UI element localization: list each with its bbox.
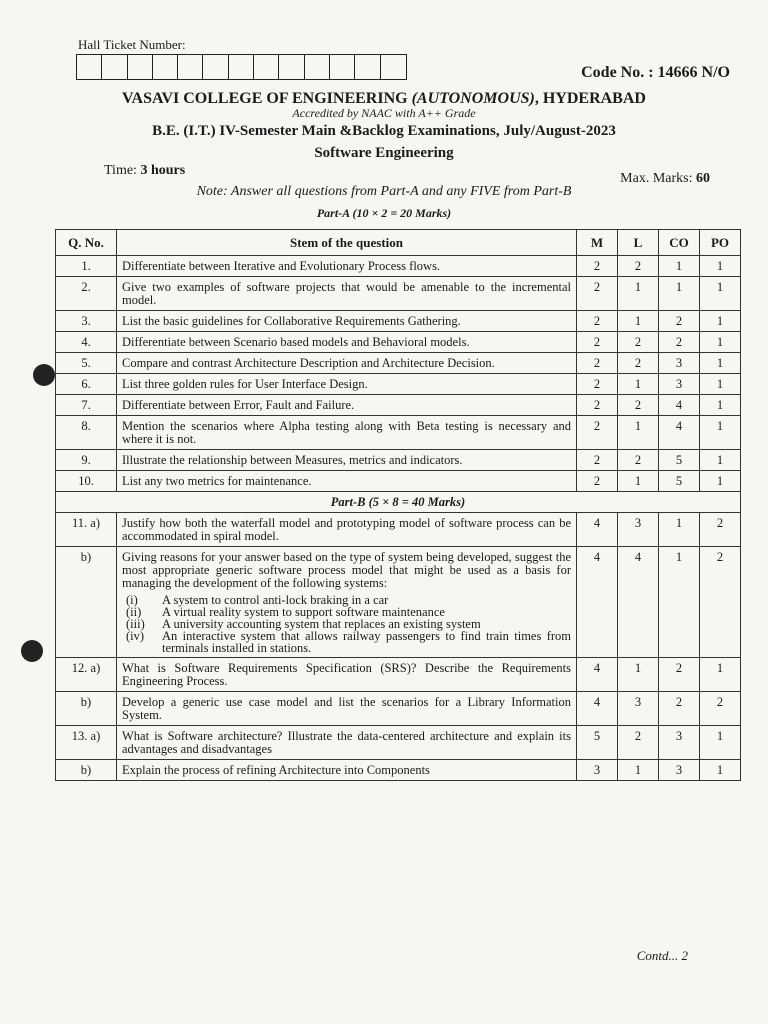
- co-value: 2: [659, 692, 700, 726]
- question-stem: [117, 374, 577, 395]
- marks-value: 4: [577, 547, 618, 658]
- punch-hole-bottom: [21, 640, 43, 662]
- question-row: [56, 332, 741, 353]
- marks-value: 2: [577, 416, 618, 450]
- question-text: List any two metrics for maintenance.: [122, 474, 312, 488]
- po-value: 1: [700, 450, 741, 471]
- po-value: 1: [700, 374, 741, 395]
- header-l: L: [618, 230, 659, 256]
- level-value: 2: [618, 395, 659, 416]
- part-b-title-row: [56, 492, 741, 513]
- question-number: b): [56, 692, 117, 726]
- question-text: What is Software architecture? Illustrate the data-centered architecture and explain its advantages and disadvantages: [122, 729, 571, 756]
- code-number: Code No. : 14666 N/O: [581, 64, 730, 81]
- college-title: VASAVI COLLEGE OF ENGINEERING (AUTONOMOUS), HYDERABAD: [122, 90, 646, 107]
- po-value: 1: [700, 311, 741, 332]
- question-number: 11. a): [56, 513, 117, 547]
- question-text: Differentiate between Scenario based models and Behavioral models.: [122, 335, 470, 349]
- co-value: 1: [659, 277, 700, 311]
- part-a-rows: [56, 256, 741, 492]
- sub-question-list: [126, 594, 571, 654]
- question-number: 9.: [56, 450, 117, 471]
- level-value: 2: [618, 332, 659, 353]
- header-co: CO: [659, 230, 700, 256]
- question-row: [56, 277, 741, 311]
- co-value: 1: [659, 513, 700, 547]
- question-stem: [117, 256, 577, 277]
- question-number: 13. a): [56, 726, 117, 760]
- co-value: 3: [659, 726, 700, 760]
- marks-value: 2: [577, 471, 618, 492]
- question-stem: [117, 513, 577, 547]
- question-row: [56, 256, 741, 277]
- sub-question-text: A university accounting system that replaces an existing system: [162, 617, 481, 631]
- question-number: 7.: [56, 395, 117, 416]
- punch-hole-top: [33, 364, 55, 386]
- header-qno: Q. No.: [56, 230, 117, 256]
- level-value: 1: [618, 658, 659, 692]
- co-value: 3: [659, 760, 700, 781]
- sub-question-numeral: (i): [126, 593, 138, 607]
- max-marks: Max. Marks: 60: [620, 171, 710, 186]
- header-po: PO: [700, 230, 741, 256]
- marks-value: 4: [577, 658, 618, 692]
- po-value: 1: [700, 658, 741, 692]
- question-stem: [117, 395, 577, 416]
- po-value: 1: [700, 471, 741, 492]
- po-value: 1: [700, 416, 741, 450]
- marks-value: 4: [577, 692, 618, 726]
- questions-table: [55, 229, 741, 781]
- po-value: 1: [700, 395, 741, 416]
- question-text: Differentiate between Error, Fault and Failure.: [122, 398, 355, 412]
- question-row: [56, 692, 741, 726]
- marks-value: 4: [577, 513, 618, 547]
- question-stem: [117, 332, 577, 353]
- question-row: [56, 311, 741, 332]
- marks-value: 2: [577, 395, 618, 416]
- sub-question-numeral: (ii): [126, 605, 142, 619]
- po-value: 1: [700, 256, 741, 277]
- level-value: 4: [618, 547, 659, 658]
- question-stem: [117, 547, 577, 658]
- marks-value: 2: [577, 450, 618, 471]
- question-number: 8.: [56, 416, 117, 450]
- co-value: 2: [659, 658, 700, 692]
- question-text: Mention the scenarios where Alpha testing along with Beta testing is necessary and where it is not.: [122, 419, 571, 446]
- part-b-title: Part-B (5 × 8 = 40 Marks): [56, 492, 741, 513]
- table-header-row: [56, 230, 741, 256]
- level-value: 1: [618, 471, 659, 492]
- question-row: [56, 353, 741, 374]
- co-value: 2: [659, 332, 700, 353]
- level-value: 2: [618, 353, 659, 374]
- sub-question-text: A system to control anti-lock braking in a car: [162, 593, 389, 607]
- question-text: List the basic guidelines for Collaborative Requirements Gathering.: [122, 314, 461, 328]
- question-number: b): [56, 760, 117, 781]
- level-value: 2: [618, 726, 659, 760]
- marks-value: 2: [577, 353, 618, 374]
- question-row: [56, 726, 741, 760]
- question-text: Differentiate between Iterative and Evolutionary Process flows.: [122, 259, 441, 273]
- question-row: [56, 374, 741, 395]
- hall-ticket-label: Hall Ticket Number:: [78, 37, 186, 52]
- question-row: [56, 450, 741, 471]
- sub-question-item: [126, 630, 571, 654]
- po-value: 2: [700, 513, 741, 547]
- question-text: Giving reasons for your answer based on the type of system being developed, suggest the most appropriate generic software process model that might be used as a basis for managing the development of the following systems:: [122, 550, 571, 590]
- co-value: 5: [659, 450, 700, 471]
- exam-title: B.E. (I.T.) IV-Semester Main &Backlog Examinations, July/August-2023: [152, 123, 616, 139]
- part-b-header: [56, 492, 741, 513]
- question-number: 12. a): [56, 658, 117, 692]
- level-value: 1: [618, 760, 659, 781]
- continued-note: Contd... 2: [636, 948, 688, 963]
- question-row: [56, 547, 741, 658]
- level-value: 3: [618, 692, 659, 726]
- time-allowed: Time: 3 hours: [104, 163, 186, 178]
- po-value: 1: [700, 760, 741, 781]
- question-text: Give two examples of software projects that would be amenable to the incremental model.: [122, 280, 571, 307]
- marks-value: 5: [577, 726, 618, 760]
- sub-question-text: An interactive system that allows railway passengers to find train times from terminals installed in stations.: [162, 629, 571, 655]
- question-stem: [117, 277, 577, 311]
- po-value: 1: [700, 277, 741, 311]
- level-value: 1: [618, 277, 659, 311]
- question-row: [56, 760, 741, 781]
- sub-question-numeral: (iv): [126, 629, 145, 643]
- marks-value: 2: [577, 256, 618, 277]
- po-value: 1: [700, 353, 741, 374]
- marks-value: 2: [577, 332, 618, 353]
- marks-value: 2: [577, 311, 618, 332]
- po-value: 1: [700, 332, 741, 353]
- question-stem: [117, 760, 577, 781]
- marks-value: 2: [577, 374, 618, 395]
- question-text: Justify how both the waterfall model and prototyping model of software process can be accommodated in spiral model.: [122, 516, 571, 543]
- co-value: 4: [659, 395, 700, 416]
- question-text: Explain the process of refining Architecture into Components: [122, 763, 430, 777]
- header-m: M: [577, 230, 618, 256]
- header-stem: Stem of the question: [117, 230, 577, 256]
- part-b-rows: [56, 513, 741, 781]
- level-value: 1: [618, 416, 659, 450]
- question-stem: [117, 692, 577, 726]
- question-text: List three golden rules for User Interface Design.: [122, 377, 368, 391]
- hall-ticket-boxes: [76, 54, 407, 80]
- level-value: 1: [618, 311, 659, 332]
- question-stem: [117, 353, 577, 374]
- question-number: 1.: [56, 256, 117, 277]
- sub-question-numeral: (iii): [126, 617, 145, 631]
- question-number: 4.: [56, 332, 117, 353]
- level-value: 1: [618, 374, 659, 395]
- question-text: Illustrate the relationship between Measures, metrics and indicators.: [122, 453, 463, 467]
- question-row: [56, 513, 741, 547]
- po-value: 1: [700, 726, 741, 760]
- question-number: b): [56, 547, 117, 658]
- question-number: 6.: [56, 374, 117, 395]
- co-value: 2: [659, 311, 700, 332]
- co-value: 3: [659, 353, 700, 374]
- question-row: [56, 471, 741, 492]
- question-number: 5.: [56, 353, 117, 374]
- question-text: Compare and contrast Architecture Description and Architecture Decision.: [122, 356, 495, 370]
- co-value: 1: [659, 547, 700, 658]
- accreditation: Accredited by NAAC with A++ Grade: [292, 106, 476, 120]
- co-value: 4: [659, 416, 700, 450]
- question-row: [56, 658, 741, 692]
- question-number: 2.: [56, 277, 117, 311]
- marks-value: 2: [577, 277, 618, 311]
- sub-question-text: A virtual reality system to support software maintenance: [162, 605, 445, 619]
- question-stem: [117, 726, 577, 760]
- question-text: What is Software Requirements Specification (SRS)? Describe the Requirements Engineering Process.: [122, 661, 571, 688]
- co-value: 3: [659, 374, 700, 395]
- subject-title: Software Engineering: [314, 145, 454, 161]
- level-value: 2: [618, 450, 659, 471]
- question-stem: [117, 471, 577, 492]
- question-number: 3.: [56, 311, 117, 332]
- instructions-note: Note: Answer all questions from Part-A and any FIVE from Part-B: [196, 184, 572, 199]
- level-value: 2: [618, 256, 659, 277]
- po-value: 2: [700, 692, 741, 726]
- co-value: 5: [659, 471, 700, 492]
- po-value: 2: [700, 547, 741, 658]
- co-value: 1: [659, 256, 700, 277]
- part-a-title: Part-A (10 × 2 = 20 Marks): [316, 206, 452, 220]
- question-number: 10.: [56, 471, 117, 492]
- question-stem: [117, 658, 577, 692]
- marks-value: 3: [577, 760, 618, 781]
- question-row: [56, 395, 741, 416]
- question-stem: [117, 416, 577, 450]
- question-text: Develop a generic use case model and list the scenarios for a Library Information System.: [122, 695, 571, 722]
- question-stem: [117, 450, 577, 471]
- question-row: [56, 416, 741, 450]
- question-stem: [117, 311, 577, 332]
- level-value: 3: [618, 513, 659, 547]
